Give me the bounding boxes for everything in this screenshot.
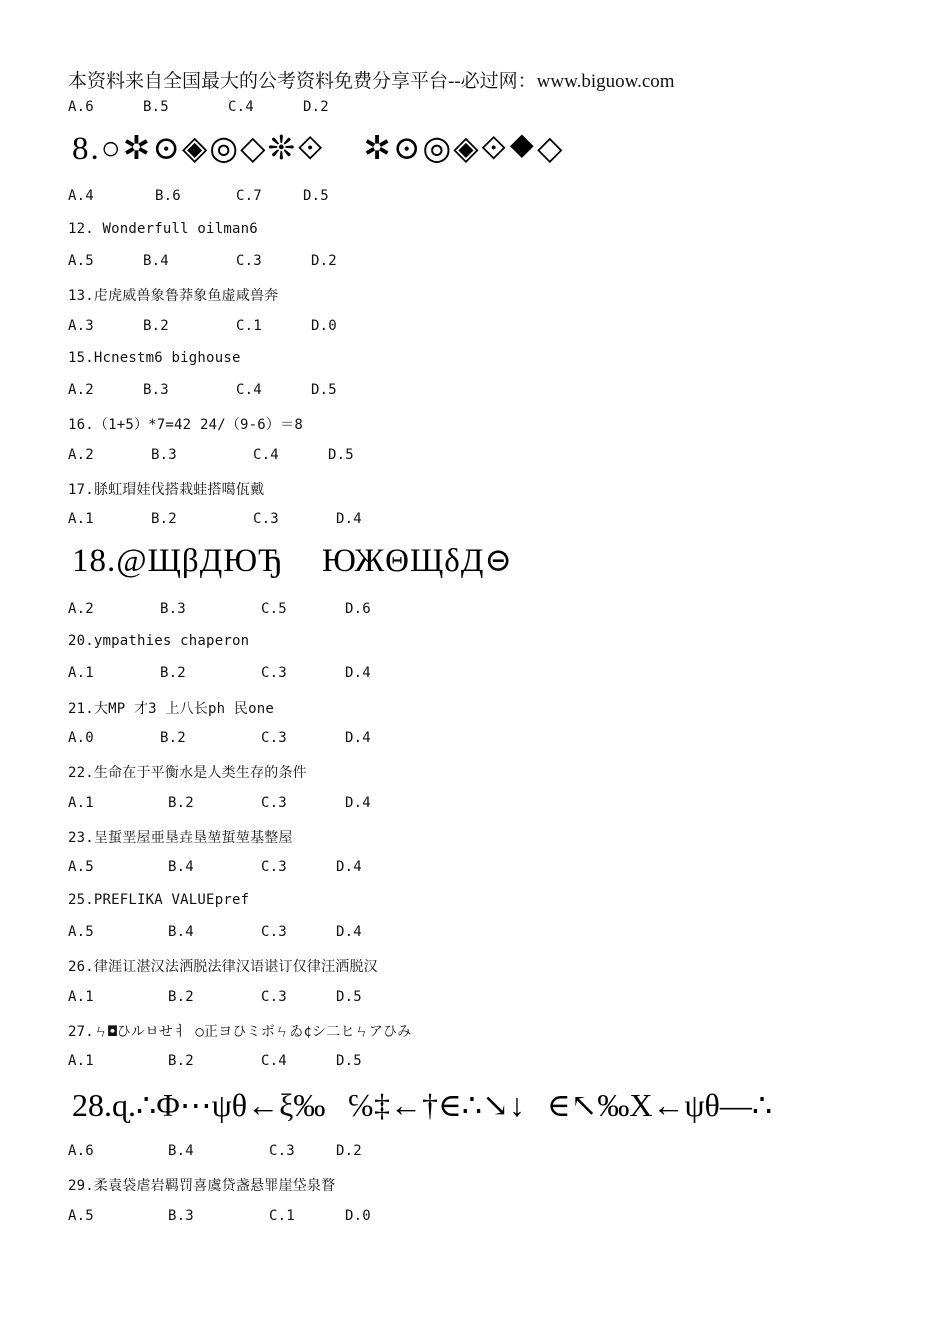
symbol-group: ℅‡←†∈∴↘↓ — [347, 1087, 525, 1123]
answer-option: B.2 — [151, 511, 177, 527]
question-text: 13.虍虎威兽象鲁莽象鱼虚咸兽奔 — [68, 288, 279, 304]
answer-option: B.4 — [143, 253, 169, 269]
question-text: 29.柔袁袋虐岩羁罚喜虞贷盏悬罪崖垈泉瞀 — [68, 1178, 336, 1194]
answer-option: A.1 — [68, 1053, 94, 1069]
answer-option: B.2 — [160, 730, 186, 746]
question-text: 23.呈蜇垩屋亜垦垚垦堃蜇堃基整屋 — [68, 830, 293, 846]
answer-option: B.2 — [168, 989, 194, 1005]
answer-option: B.3 — [160, 601, 186, 617]
answer-option: D.6 — [345, 601, 371, 617]
answer-option: B.6 — [155, 188, 181, 204]
question-text: 17.脎虹瑁娃伐搭栽蛙搭噶佤戴 — [68, 482, 265, 498]
answer-option: D.0 — [345, 1208, 371, 1224]
answer-option: C.4 — [253, 447, 279, 463]
answer-option: A.2 — [68, 601, 94, 617]
answer-option: C.4 — [261, 1053, 287, 1069]
answer-option: C.7 — [236, 188, 262, 204]
answer-option: D.2 — [303, 99, 329, 115]
answer-option: B.5 — [143, 99, 169, 115]
answer-option: C.3 — [236, 253, 262, 269]
answer-option: D.5 — [328, 447, 354, 463]
answer-option: A.4 — [68, 188, 94, 204]
answer-option: A.2 — [68, 447, 94, 463]
answer-option: D.4 — [336, 859, 362, 875]
answer-option: B.2 — [143, 318, 169, 334]
answer-option: D.4 — [345, 665, 371, 681]
symbol-question — [72, 1086, 772, 1124]
question-text: 20.ympathies chaperon — [68, 633, 250, 649]
page-header: 本资料来自全国最大的公考资料免费分享平台--必过网：www.biguow.com — [68, 71, 675, 92]
answer-option: D.2 — [336, 1143, 362, 1159]
answer-option: D.4 — [336, 924, 362, 940]
symbol-group: 8.○✲⊙◈◎◇❊⟐ — [72, 131, 326, 167]
answer-option: B.2 — [168, 1053, 194, 1069]
answer-option: A.1 — [68, 989, 94, 1005]
answer-option: C.3 — [261, 665, 287, 681]
answer-option: D.2 — [311, 253, 337, 269]
question-text: 16.（1+5）*7=42 24/（9-6）＝8 — [68, 417, 303, 433]
answer-option: C.4 — [236, 382, 262, 398]
answer-option: A.6 — [68, 1143, 94, 1159]
answer-option: C.3 — [261, 795, 287, 811]
answer-option: C.4 — [228, 99, 254, 115]
answer-option: B.4 — [168, 859, 194, 875]
symbol-group: ✲⊙◎◈⟐⯁◇ — [363, 131, 565, 167]
answer-option: A.5 — [68, 253, 94, 269]
answer-option: D.4 — [345, 730, 371, 746]
answer-option: B.4 — [168, 1143, 194, 1159]
answer-option: B.2 — [168, 795, 194, 811]
answer-option: A.1 — [68, 511, 94, 527]
answer-option: D.5 — [303, 188, 329, 204]
answer-option: B.3 — [168, 1208, 194, 1224]
answer-option: A.2 — [68, 382, 94, 398]
answer-option: C.3 — [253, 511, 279, 527]
symbol-question — [72, 128, 564, 168]
answer-option: D.5 — [336, 1053, 362, 1069]
answer-option: C.3 — [269, 1143, 295, 1159]
answer-option: D.0 — [311, 318, 337, 334]
answer-option: C.3 — [261, 924, 287, 940]
question-text: 26.律涯讧湛汉法洒脱法律汉语谌订仅律汪洒脱汉 — [68, 959, 378, 975]
symbol-group: ЮЖΘЩδД⊝ — [321, 543, 513, 579]
symbol-group: 18.@ЩβДЮЂ — [72, 543, 284, 579]
answer-option: A.6 — [68, 99, 94, 115]
answer-option: D.4 — [336, 511, 362, 527]
answer-option: A.5 — [68, 859, 94, 875]
answer-option: D.5 — [336, 989, 362, 1005]
answer-option: A.1 — [68, 795, 94, 811]
answer-option: B.3 — [143, 382, 169, 398]
answer-option: A.5 — [68, 1208, 94, 1224]
answer-option: B.3 — [151, 447, 177, 463]
question-text: 22.生命在于平衡水是人类生存的条件 — [68, 765, 307, 781]
answer-option: B.4 — [168, 924, 194, 940]
answer-option: A.0 — [68, 730, 94, 746]
question-text: 12. Wonderfull oilman6 — [68, 221, 258, 237]
answer-option: C.1 — [269, 1208, 295, 1224]
answer-option: C.3 — [261, 989, 287, 1005]
answer-option: C.1 — [236, 318, 262, 334]
answer-option: A.3 — [68, 318, 94, 334]
answer-option: D.5 — [311, 382, 337, 398]
answer-option: A.1 — [68, 665, 94, 681]
symbol-question — [72, 540, 513, 580]
answer-option: C.3 — [261, 859, 287, 875]
question-text: 27.ㄣ◘ひルㅂせㅕ ○正ヨひミボㄣゐ¢シ二ヒㄣアひみ — [68, 1024, 412, 1040]
answer-option: D.4 — [345, 795, 371, 811]
answer-option: B.2 — [160, 665, 186, 681]
answer-option: C.3 — [261, 730, 287, 746]
answer-option: A.5 — [68, 924, 94, 940]
question-text: 21.大MP 才3 上八长ph 民one — [68, 701, 275, 717]
question-text: 25.PREFLIKA VALUEpref — [68, 892, 250, 908]
question-text: 15.Hcnestm6 bighouse — [68, 350, 241, 366]
symbol-group: 28.ɋ.∴Φ⋯ψθ←ξ‰ — [72, 1087, 326, 1123]
symbol-group: ∈↖‰X←ψθ—∴ — [546, 1087, 773, 1123]
answer-option: C.5 — [261, 601, 287, 617]
